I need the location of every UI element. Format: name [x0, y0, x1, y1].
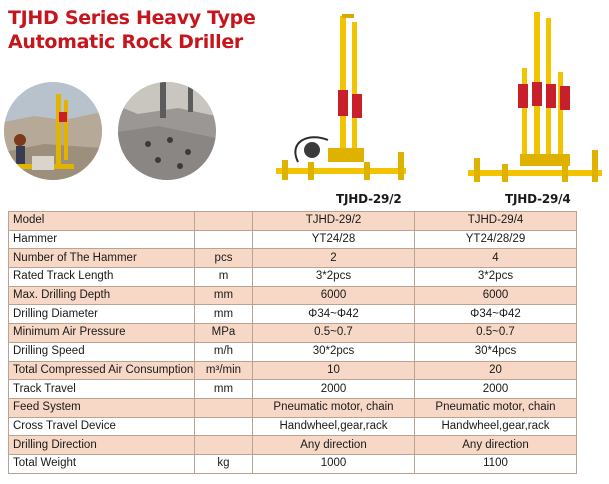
spec-value-29-4: 4 — [415, 249, 577, 268]
spec-label: Minimum Air Pressure — [9, 324, 195, 343]
spec-value-29-4: 0.5~0.7 — [415, 324, 577, 343]
table-row — [9, 436, 577, 455]
spec-value-29-2: 30*2pcs — [253, 342, 415, 361]
spec-table — [8, 211, 577, 474]
spec-value-29-2: 2000 — [253, 380, 415, 399]
spec-unit — [195, 436, 253, 455]
spec-label: Hammer — [9, 230, 195, 249]
table-row — [9, 249, 577, 268]
table-row — [9, 212, 577, 231]
spec-value-29-4: YT24/28/29 — [415, 230, 577, 249]
table-row — [9, 454, 577, 473]
drilling-site-photo — [4, 82, 102, 180]
spec-unit: mm — [195, 305, 253, 324]
spec-value-29-4: TJHD-29/4 — [415, 212, 577, 231]
spec-value-29-2: 0.5~0.7 — [253, 324, 415, 343]
spec-value-29-4: Pneumatic motor, chain — [415, 398, 577, 417]
table-row — [9, 380, 577, 399]
spec-value-29-4: 6000 — [415, 286, 577, 305]
spec-value-29-4: 3*2pcs — [415, 268, 577, 287]
spec-label: Total Weight — [9, 454, 195, 473]
spec-value-29-4: 1100 — [415, 454, 577, 473]
spec-label: Rated Track Length — [9, 268, 195, 287]
spec-value-29-2: Handwheel,gear,rack — [253, 417, 415, 436]
spec-label: Drilling Direction — [9, 436, 195, 455]
spec-label: Drilling Speed — [9, 342, 195, 361]
spec-value-29-2: Pneumatic motor, chain — [253, 398, 415, 417]
spec-unit: m³/min — [195, 361, 253, 380]
table-row — [9, 361, 577, 380]
spec-label: Total Compressed Air Consumption — [9, 361, 195, 380]
table-row — [9, 230, 577, 249]
table-row — [9, 305, 577, 324]
spec-unit — [195, 398, 253, 417]
spec-value-29-2: 10 — [253, 361, 415, 380]
spec-unit — [195, 417, 253, 436]
page-title — [8, 6, 256, 54]
spec-value-29-2: Φ34~Φ42 — [253, 305, 415, 324]
spec-value-29-4: 20 — [415, 361, 577, 380]
spec-label: Max. Drilling Depth — [9, 286, 195, 305]
spec-value-29-4: 30*4pcs — [415, 342, 577, 361]
spec-unit: m — [195, 268, 253, 287]
table-row — [9, 286, 577, 305]
table-row — [9, 324, 577, 343]
spec-unit: kg — [195, 454, 253, 473]
spec-unit — [195, 212, 253, 231]
table-row — [9, 417, 577, 436]
table-row — [9, 342, 577, 361]
spec-value-29-2: TJHD-29/2 — [253, 212, 415, 231]
spec-value-29-2: 3*2pcs — [253, 268, 415, 287]
spec-label: Cross Travel Device — [9, 417, 195, 436]
spec-unit: m/h — [195, 342, 253, 361]
drilled-rock-photo — [118, 82, 216, 180]
spec-value-29-4: Φ34~Φ42 — [415, 305, 577, 324]
spec-value-29-2: Any direction — [253, 436, 415, 455]
rock-driller-2-hammer-image — [268, 12, 418, 192]
machine-label-29-2: TJHD-29/2 — [336, 192, 402, 206]
spec-value-29-2: 1000 — [253, 454, 415, 473]
spec-value-29-4: Any direction — [415, 436, 577, 455]
spec-unit: mm — [195, 380, 253, 399]
title-line-2: Automatic Rock Driller — [8, 31, 243, 53]
machine-label-29-4: TJHD-29/4 — [505, 192, 571, 206]
spec-value-29-2: 2 — [253, 249, 415, 268]
spec-unit: mm — [195, 286, 253, 305]
table-row — [9, 398, 577, 417]
spec-value-29-2: 6000 — [253, 286, 415, 305]
spec-label: Number of The Hammer — [9, 249, 195, 268]
spec-value-29-2: YT24/28 — [253, 230, 415, 249]
spec-value-29-4: 2000 — [415, 380, 577, 399]
spec-label: Drilling Diameter — [9, 305, 195, 324]
title-line-1: TJHD Series Heavy Type — [8, 7, 256, 29]
spec-unit: MPa — [195, 324, 253, 343]
spec-unit: pcs — [195, 249, 253, 268]
spec-label: Feed System — [9, 398, 195, 417]
table-row — [9, 268, 577, 287]
rock-driller-4-hammer-image — [462, 8, 608, 194]
spec-value-29-4: Handwheel,gear,rack — [415, 417, 577, 436]
spec-label: Model — [9, 212, 195, 231]
spec-label: Track Travel — [9, 380, 195, 399]
spec-unit — [195, 230, 253, 249]
